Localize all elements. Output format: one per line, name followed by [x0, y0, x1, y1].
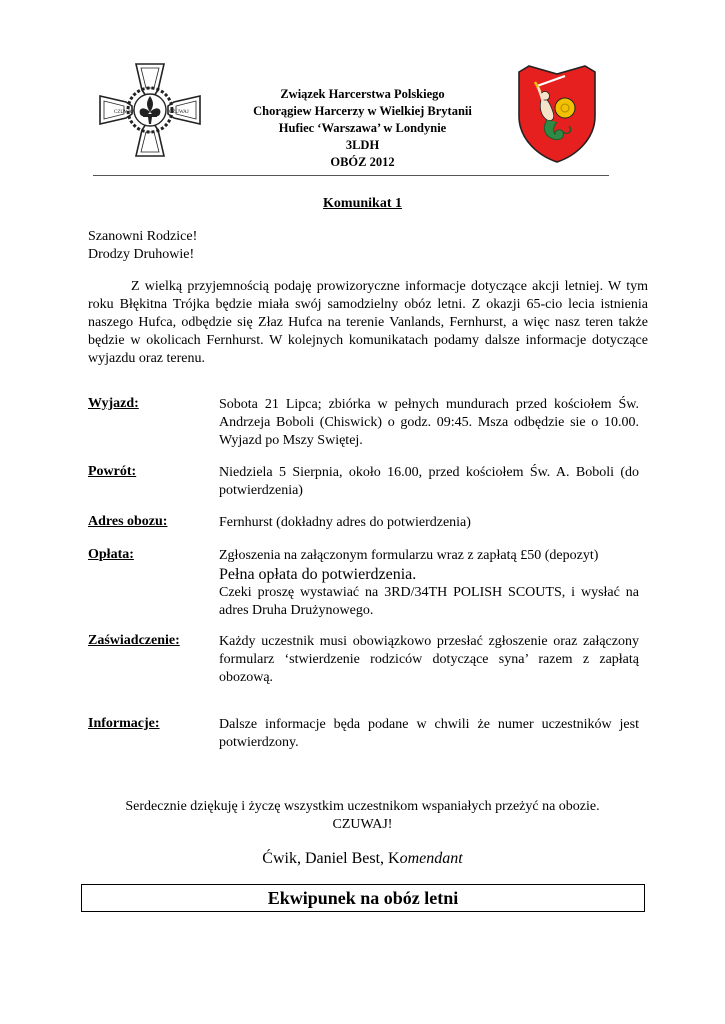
header-line-2: Chorągiew Harcerzy w Wielkiej Brytanii [253, 104, 472, 118]
intro-paragraph: Z wielką przyjemnością podaję prowizoryczne informacje dotyczące akcji letniej. W tym roku Błękitna Trójka będzie miała swój samodzielny obóz letni. Z okazji 65-cio lecia istnienia naszego Hufca, odbędzie się Złaz Hufca na terenie Vanlands, Fernhurst, a więc nasz teren także będzie w okolicach Fernhurst. W kolejnych komunikatach podamy dalsze informacje dotyczące wyjazdu oraz terenu. [88, 279, 648, 366]
oplata-full: Pełna opłata do potwierdzenia. [219, 566, 417, 583]
greeting [88, 228, 197, 264]
value-informacje: Dalsze informacje będa podane w chwili że numer uczestników jest potwierdzony. [219, 717, 639, 750]
closing-thanks: Serdecznie dziękuję i życzę wszystkim uczestnikom wspaniałych przeżyć na obozie. [125, 799, 600, 814]
value-oplata [219, 547, 639, 620]
cross-text-left: CZUWAJ [114, 110, 134, 115]
equipment-section-title: Ekwipunek na obóz letni [81, 884, 645, 912]
organization-header [200, 86, 525, 171]
label-powrot: Powrót: [88, 464, 137, 479]
header-line-5: OBÓZ 2012 [330, 155, 395, 169]
header-divider [93, 175, 609, 176]
warsaw-mermaid-coat-of-arms-icon [513, 64, 601, 164]
cross-text-right: CZUWAJ [169, 110, 189, 115]
signature [0, 850, 725, 868]
value-zaswiadczenie: Każdy uczestnik musi obowiązkowo przesłać zgłoszenie oraz załączony formularz ‘stwierdzenie rodziców dotyczące syna’ razem z zapłatą obozową. [219, 634, 639, 685]
greeting-scouts: Drodzy Druhowie! [88, 247, 195, 262]
closing [0, 798, 725, 834]
signature-role: omendant [399, 850, 463, 867]
harcerski-cross-icon [92, 60, 208, 160]
label-informacje: Informacje: [88, 716, 160, 731]
value-wyjazd: Sobota 21 Lipca; zbiórka w pełnych mundurach przed kościołem Św. Andrzeja Boboli (Chiswick) o godz. 09:45. Msza odbędzie sie o 10.00. Wyjazd po Mszy Swiętej. [219, 397, 639, 448]
label-zaswiadczenie: Zaświadczenie: [88, 633, 180, 648]
oplata-cheques: Czeki proszę wystawiać na 3RD/34TH POLISH SCOUTS, i wysłać na adres Druha Drużynowego. [219, 585, 639, 618]
label-adres: Adres obozu: [88, 514, 168, 529]
header-line-1: Związek Harcerstwa Polskiego [280, 87, 445, 101]
header-line-4: 3LDH [345, 138, 380, 152]
value-adres: Fernhurst (dokładny adres do potwierdzenia) [219, 515, 471, 530]
oplata-deposit: Zgłoszenia na załączonym formularzu wraz z zapłatą £50 (depozyt) [219, 548, 599, 563]
header-line-3: Hufiec ‘Warszawa’ w Londynie [278, 121, 447, 135]
closing-czuwaj: CZUWAJ! [332, 817, 393, 832]
label-wyjazd: Wyjazd: [88, 396, 139, 411]
document-title: Komunikat 1 [323, 196, 402, 211]
greeting-parents: Szanowni Rodzice! [88, 229, 198, 244]
value-powrot: Niedziela 5 Sierpnia, około 16.00, przed kościołem Św. A. Boboli (do potwierdzenia) [219, 465, 639, 498]
label-oplata: Opłata: [88, 547, 134, 562]
signature-names: Ćwik, Daniel Best, K [262, 850, 400, 867]
